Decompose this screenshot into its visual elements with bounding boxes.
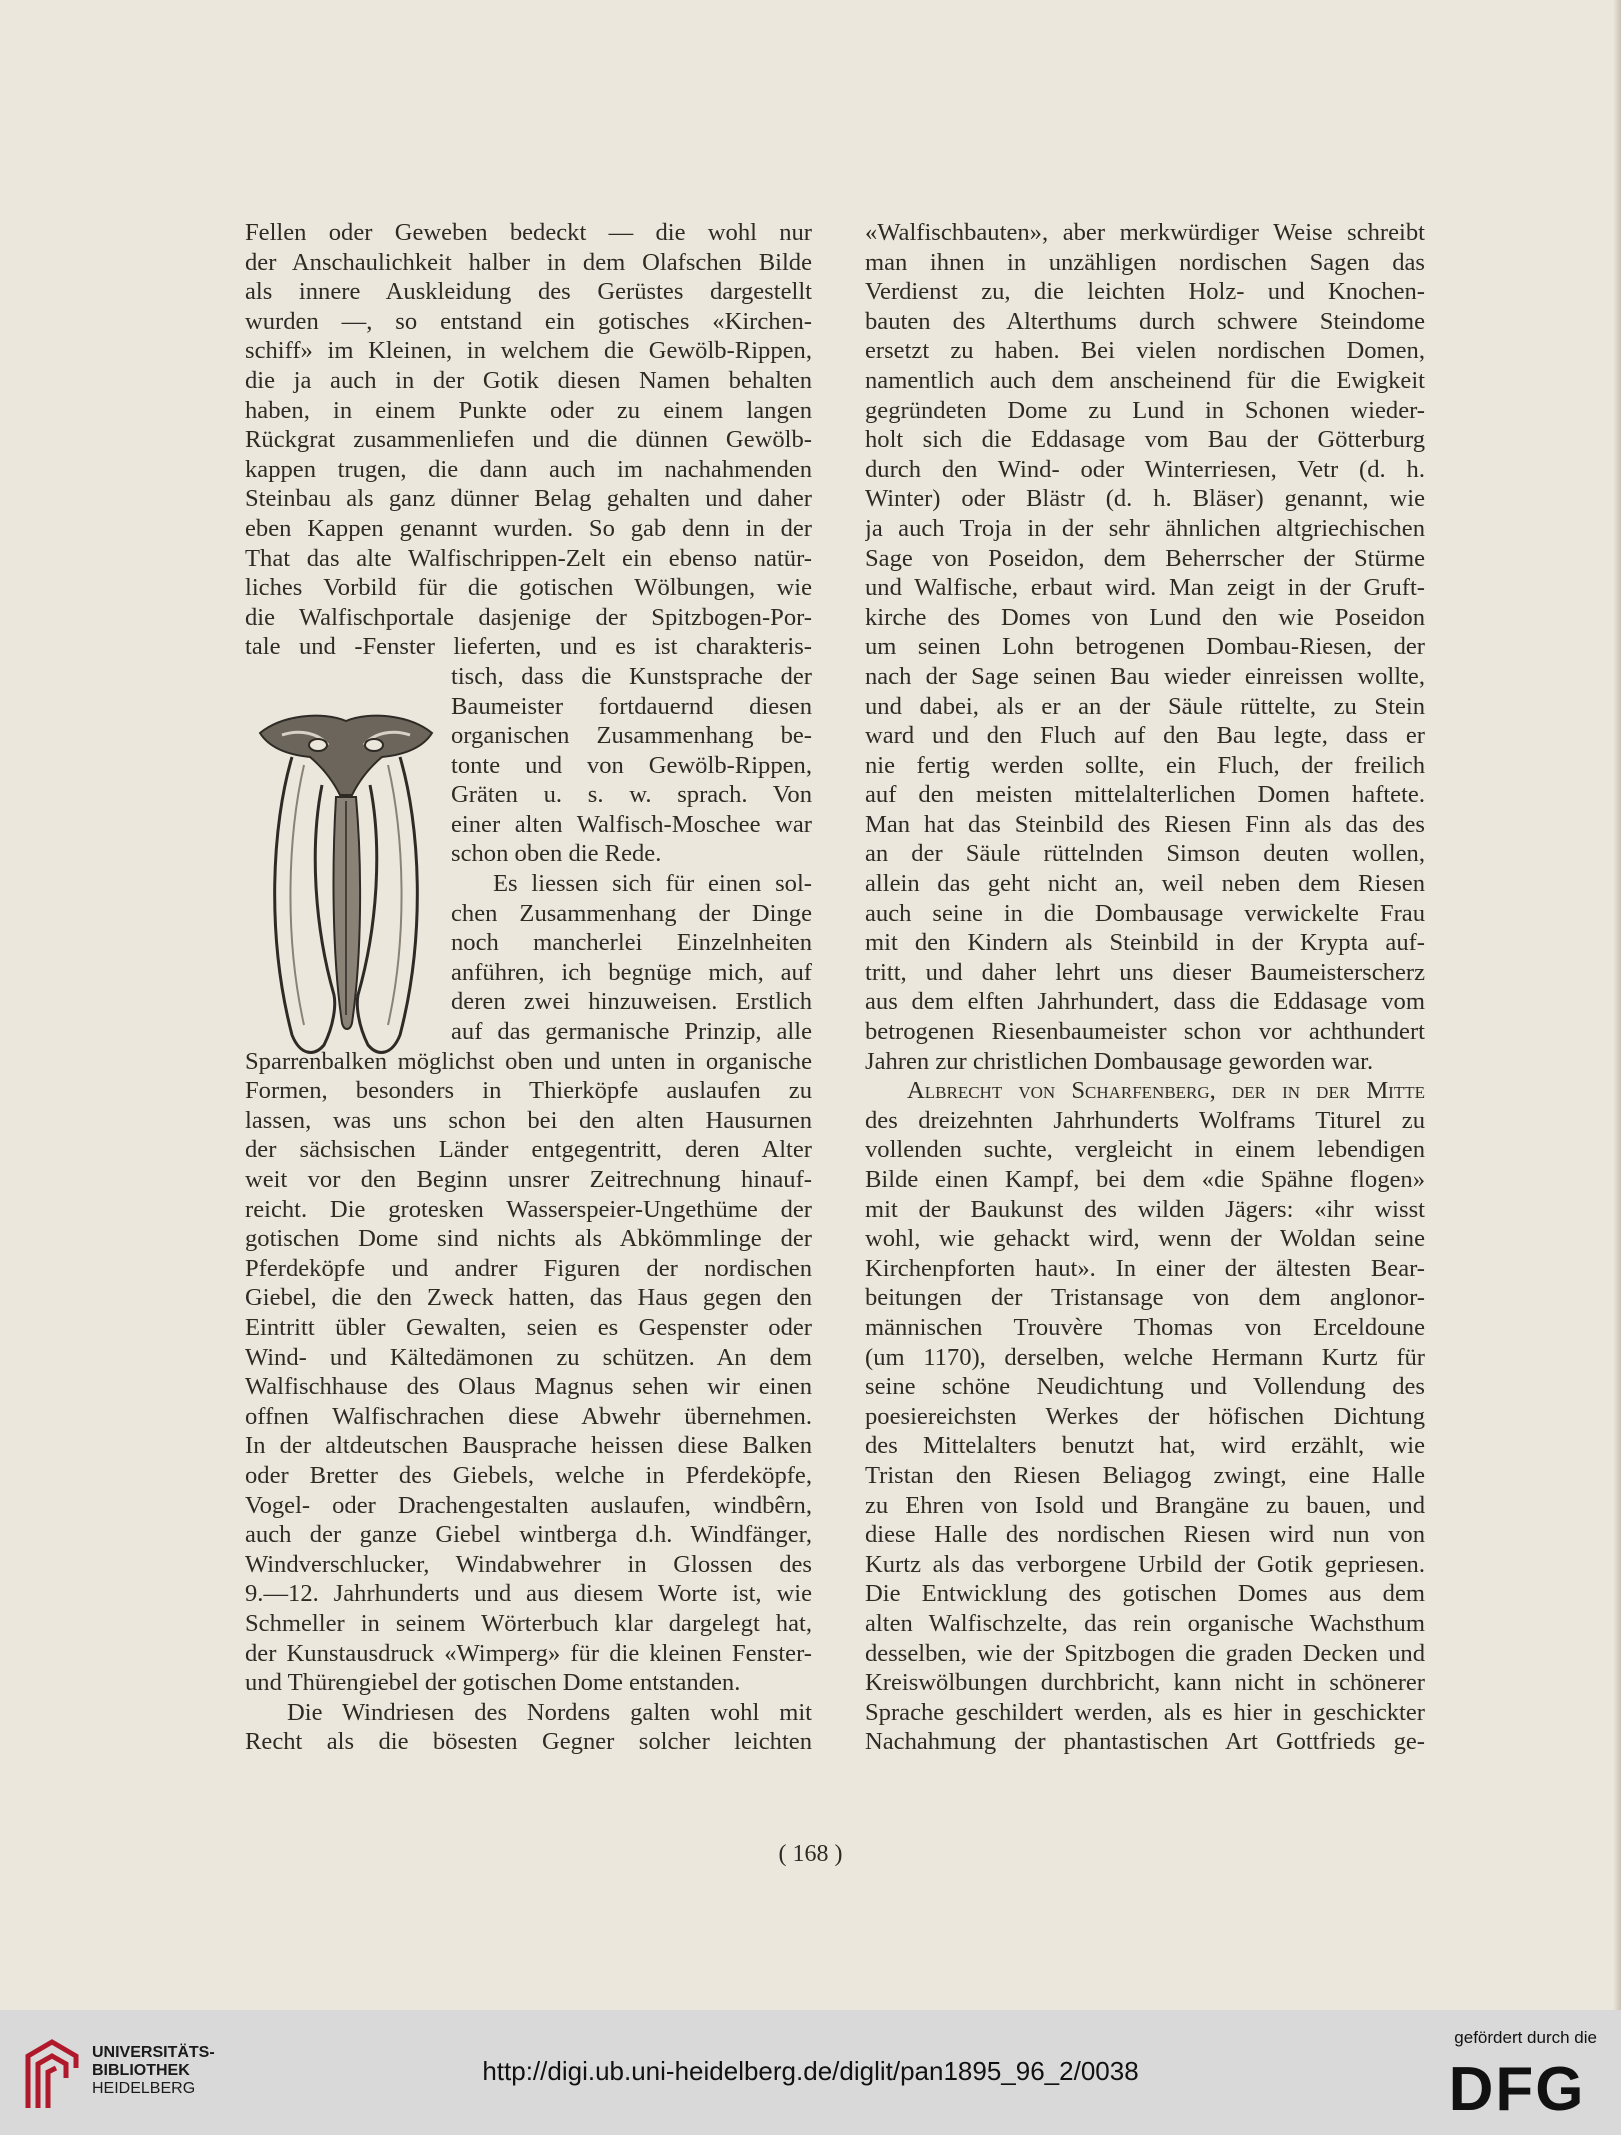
- text-line: einer alten Walfisch-Moschee war: [451, 810, 812, 838]
- text-line: ja auch Troja in der sehr ähnlichen altgriechischen: [865, 514, 1425, 542]
- text-line: und Walfische, erbaut wird. Man zeigt in der Gruft-: [865, 574, 1425, 602]
- text-line: allein das geht nicht an, weil neben dem Riesen: [865, 870, 1425, 898]
- text-line: bauten des Alterthums durch schwere Steindome: [865, 307, 1425, 335]
- text-line: Albrecht von Scharfenberg, der in der Mitte: [907, 1077, 1425, 1105]
- text-line: schon oben die Rede.: [451, 840, 662, 868]
- text-line: Jahren zur christlichen Dombausage geworden war.: [865, 1047, 1374, 1075]
- text-line: schiff» im Kleinen, in welchem die Gewölb-Rippen,: [245, 337, 812, 365]
- text-line: beitungen der Tristansage von dem anglonor-: [865, 1284, 1425, 1312]
- text-line: Es liessen sich für einen sol-: [493, 870, 812, 898]
- permalink-url[interactable]: http://digi.ub.uni-heidelberg.de/diglit/pan1895_96_2/0038: [482, 2056, 1139, 2086]
- text-line: Nachahmung der phantastischen Art Gottfrieds ge-: [865, 1728, 1425, 1756]
- text-line: wohl, wie gehackt wird, wenn der Woldan seine: [865, 1225, 1425, 1253]
- text-line: Recht als die bösesten Gegner solcher leichten: [245, 1728, 812, 1756]
- footer-bar: [0, 2010, 1621, 2135]
- text-line: weit vor den Beginn unsrer Zeitrechnung hinauf-: [245, 1166, 812, 1193]
- text-line: zu Ehren von Isold und Brangäne zu bauen, und: [865, 1491, 1425, 1519]
- text-line: man ihnen in unzähligen nordischen Sagen das: [865, 248, 1425, 276]
- text-line: haben, in einem Punkte oder zu einem langen: [245, 396, 812, 424]
- text-line: noch mancherlei Einzelnheiten: [451, 929, 812, 957]
- text-line: betrogenen Riesenbaumeister schon vor achthundert: [865, 1018, 1425, 1046]
- text-line: Sparrenbalken möglichst oben und unten in organische: [245, 1047, 812, 1075]
- text-line: Schmeller in seinem Wörterbuch klar dargelegt hat,: [245, 1609, 812, 1637]
- text-line: Die Entwicklung des gotischen Domes aus dem: [865, 1580, 1425, 1608]
- text-line: tonte und von Gewölb-Rippen,: [451, 751, 812, 779]
- text-beside-figure: [451, 662, 812, 1047]
- text-line: Walfischhause des Olaus Magnus sehen wir einen: [245, 1373, 812, 1401]
- text-line: ward und den Fluch auf den Bau legte, dass er: [865, 722, 1425, 750]
- text-line: gotischen Dome sind nichts als Abkömmlinge der: [245, 1225, 812, 1253]
- text-line: reicht. Die grotesken Wasserspeier-Ungethüme der: [245, 1195, 812, 1223]
- text-line: Gräten u. s. w. sprach. Von: [451, 781, 812, 809]
- text-line: nach der Sage seinen Bau wieder einreissen wollte,: [865, 662, 1425, 690]
- text-line: Wind- und Kältedämonen zu schützen. An dem: [245, 1343, 812, 1371]
- text-line: Eintritt übler Gewalten, seien es Gespenster oder: [245, 1313, 812, 1341]
- text-line: Winter) oder Blästr (d. h. Bläser) genannt, wie: [865, 485, 1425, 513]
- page-edge: [1613, 0, 1621, 2010]
- text-line: In der altdeutschen Bausprache heissen diese Balken: [245, 1432, 812, 1460]
- text-line: um seinen Lohn betrogenen Dombau-Riesen, der: [865, 633, 1425, 661]
- text-line: auf das germanische Prinzip, alle: [451, 1018, 812, 1046]
- text-line: kirche des Domes von Lund den wie Poseidon: [865, 603, 1425, 631]
- text-line: der Anschaulichkeit halber in dem Olafschen Bilde: [245, 248, 812, 276]
- paragraph: [245, 218, 812, 662]
- text-line: Pferdeköpfe und andrer Figuren der nordischen: [245, 1254, 812, 1282]
- text-line: aus dem elften Jahrhundert, dass die Eddasage vom: [865, 988, 1425, 1016]
- text-line: Kreiswölbungen durchbricht, kann nicht in schönerer: [865, 1669, 1425, 1697]
- text-line: alten Walfischzelte, das rein organische Wachsthum: [865, 1609, 1425, 1637]
- text-line: der sächsischen Länder entgegentritt, deren Alter: [245, 1136, 812, 1164]
- text-line: Steinbau als ganz dünner Belag gehalten und daher: [245, 485, 812, 513]
- text-line: und Thürengiebel der gotischen Dome entstanden.: [245, 1669, 741, 1697]
- text-line: nie fertig werden sollte, ein Fluch, der freilich: [865, 751, 1425, 779]
- text-line: vollenden suchte, vergleicht in einem lebendigen: [865, 1136, 1425, 1164]
- text-line: tritt, und daher lehrt uns dieser Baumeisterscherz: [865, 958, 1425, 986]
- text-line: anführen, ich begnüge mich, auf: [451, 958, 812, 986]
- library-name-line: UNIVERSITÄTS-: [92, 2044, 215, 2061]
- text-line: chen Zusammenhang der Dinge: [451, 899, 812, 927]
- dfg-logo-text: DFG: [1448, 2058, 1586, 2116]
- text-line: Fellen oder Geweben bedeckt — die wohl nur: [245, 219, 812, 246]
- text-line: Baumeister fortdauernd diesen: [451, 692, 812, 720]
- text-line: Giebel, die den Zweck hatten, das Haus gegen den: [245, 1284, 812, 1312]
- text-line: Sprache geschildert werden, als es hier in geschickter: [865, 1698, 1425, 1726]
- text-line: wurden —, so entstand ein gotisches «Kirchen-: [245, 307, 812, 335]
- text-line: auf den meisten mittelalterlichen Domen haftete.: [865, 781, 1425, 809]
- dfg-logo: [1437, 2058, 1597, 2116]
- text-line: poesiereichsten Werkes der höfischen Dichtung: [865, 1402, 1425, 1430]
- text-line: Vogel- oder Drachengestalten auslaufen, windbêrn,: [245, 1491, 812, 1519]
- text-line: offnen Walfischrachen diese Abwehr übernehmen.: [245, 1402, 812, 1430]
- text-line: (um 1170), derselben, welche Hermann Kurtz für: [865, 1343, 1425, 1371]
- text-line: kappen trugen, die dann auch im nachahmenden: [245, 455, 812, 483]
- text-line: oder Bretter des Giebels, welche in Pferdeköpfe,: [245, 1461, 812, 1489]
- text-line: eben Kappen genannt wurden. So gab denn in der: [245, 514, 812, 542]
- funding-caption: gefördert durch die: [1454, 2028, 1597, 2047]
- text-line: die Walfischportale dasjenige der Spitzbogen-Por-: [245, 603, 812, 631]
- library-name-line: HEIDELBERG: [92, 2080, 196, 2097]
- right-text-column: [865, 218, 1425, 1757]
- text-line: an der Säule rüttelnden Simson deuten wollen,: [865, 840, 1425, 868]
- text-line: Man hat das Steinbild des Riesen Finn als das des: [865, 810, 1425, 838]
- text-line: lassen, was uns schon bei den alten Hausurnen: [245, 1106, 812, 1134]
- text-line: namentlich auch dem anscheinend für die Ewigkeit: [865, 366, 1425, 394]
- text-line: männischen Trouvère Thomas von Erceldoune: [865, 1313, 1425, 1341]
- text-line: diese Halle des nordischen Riesen wird nun von: [865, 1521, 1425, 1549]
- text-line: und dabei, als er an der Säule rüttelte, zu Stein: [865, 692, 1425, 720]
- text-line: seine schöne Neudichtung und Vollendung des: [865, 1373, 1425, 1401]
- text-line: mit der Baukunst des wilden Jägers: «ihr wisst: [865, 1195, 1425, 1223]
- text-line: des Mittelalters benutzt hat, wird erzählt, wie: [865, 1432, 1425, 1460]
- text-line: Rückgrat zusammenliefen und die dünnen Gewölb-: [245, 426, 812, 454]
- text-line: die ja auch in der Gotik diesen Namen behalten: [245, 366, 812, 394]
- text-line: Bilde einen Kampf, bei dem «die Spähne flogen»: [865, 1166, 1425, 1193]
- text-line: der Kunstausdruck «Wimperg» für die kleinen Fenster-: [245, 1639, 812, 1667]
- library-name-line: BIBLIOTHEK: [92, 2062, 190, 2079]
- text-line: des dreizehnten Jahrhunderts Wolframs Titurel zu: [865, 1106, 1425, 1134]
- text-line: ersetzt zu haben. Bei vielen nordischen Domen,: [865, 337, 1425, 365]
- text-line: auch der ganze Giebel wintberga d.h. Windfänger,: [245, 1521, 812, 1549]
- text-line: «Walfischbauten», aber merkwürdiger Weise schreibt: [865, 219, 1425, 246]
- text-line: That das alte Walfischrippen-Zelt ein ebenso natür-: [245, 544, 812, 572]
- text-line: gegründeten Dome zu Lund in Schonen wieder-: [865, 396, 1425, 424]
- text-line: organischen Zusammenhang be-: [451, 722, 812, 750]
- text-line: als innere Auskleidung des Gerüstes dargestellt: [245, 278, 812, 306]
- text-line: Windverschlucker, Windabwehrer in Glossen des: [245, 1550, 812, 1578]
- text-line: durch den Wind- oder Winterriesen, Vetr (d. h.: [865, 455, 1425, 483]
- text-line: liches Vorbild für die gotischen Wölbungen, wie: [245, 574, 812, 602]
- text-line: holt sich die Eddasage vom Bau der Götterburg: [865, 426, 1425, 454]
- text-line: Formen, besonders in Thierköpfe auslaufen zu: [245, 1077, 812, 1105]
- text-line: tale und -Fenster lieferten, und es ist charakteris-: [245, 633, 812, 661]
- text-line: Kirchenpforten haut». In einer der ältesten Bear-: [865, 1254, 1425, 1282]
- text-line: 9.—12. Jahrhunderts und aus diesem Worte ist, wie: [245, 1580, 812, 1608]
- text-line: deren zwei hinzuweisen. Erstlich: [451, 988, 812, 1016]
- text-line: desselben, wie der Spitzbogen die graden Decken und: [865, 1639, 1425, 1667]
- text-line: Tristan den Riesen Beliagog zwingt, eine Halle: [865, 1461, 1425, 1489]
- paragraph: [245, 1047, 812, 1757]
- text-line: Die Windriesen des Nordens galten wohl mit: [287, 1698, 812, 1726]
- text-line: tisch, dass die Kunstsprache der: [451, 662, 812, 690]
- text-line: Sage von Poseidon, dem Beherrscher der Stürme: [865, 544, 1425, 572]
- text-line: Kurtz als das verborgene Urbild der Gotik gepriesen.: [865, 1550, 1425, 1578]
- text-line: mit den Kindern als Steinbild in der Krypta auf-: [865, 929, 1425, 957]
- text-line: auch seine in die Dombausage verwickelte Frau: [865, 899, 1425, 927]
- text-line: Verdienst zu, die leichten Holz- und Knochen-: [865, 278, 1425, 306]
- page-number: ( 168 ): [778, 1841, 843, 1867]
- whale-skull-figure: [252, 705, 440, 1063]
